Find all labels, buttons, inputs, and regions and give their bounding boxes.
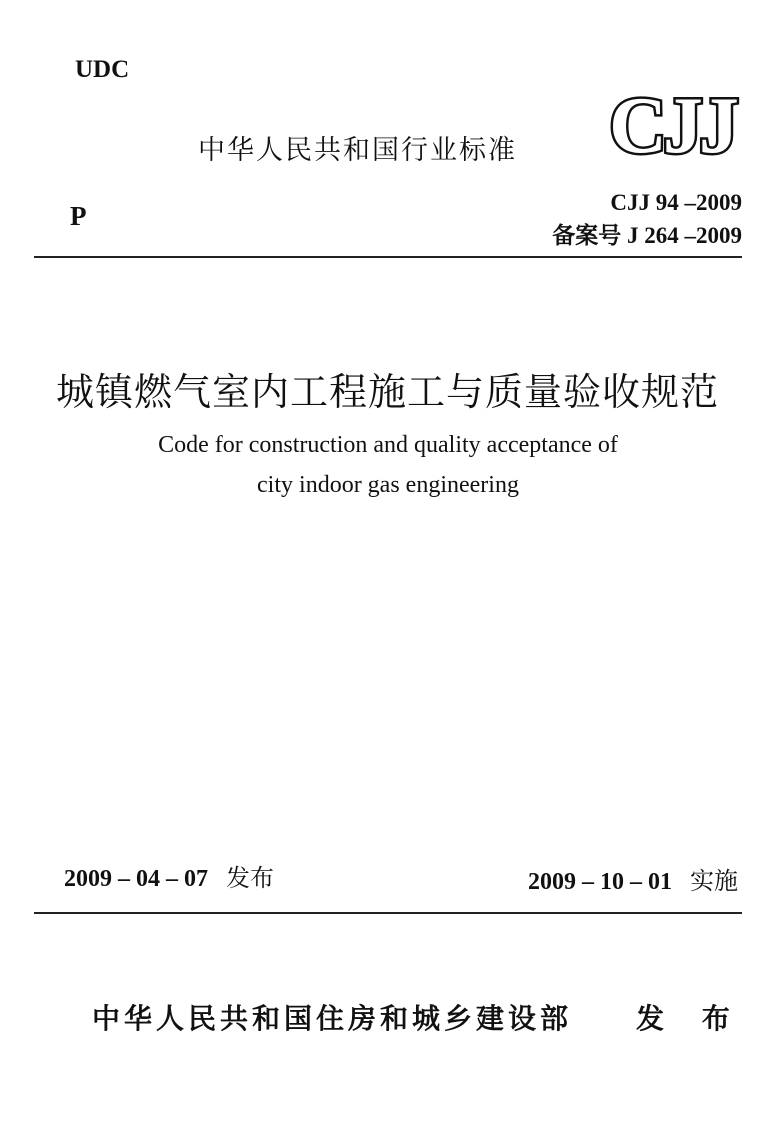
cjj-logo	[600, 86, 745, 160]
issue-date: 2009 – 04 – 07	[64, 866, 208, 892]
implement-date-block	[528, 861, 738, 896]
standard-code: CJJ 94 –2009	[610, 190, 742, 215]
bottom-divider	[34, 912, 742, 914]
issue-date-block	[64, 858, 274, 893]
implement-label: 实施	[690, 867, 738, 895]
top-divider	[34, 256, 742, 258]
title-english-line1: Code for construction and quality acceptance of	[158, 432, 618, 458]
category-letter: P	[70, 201, 87, 231]
implement-date: 2009 – 10 – 01	[528, 869, 672, 895]
udc-label: UDC	[75, 56, 130, 83]
cjj-logo-text: CJJ	[609, 86, 735, 160]
title-chinese: 城镇燃气室内工程施工与质量验收规范	[56, 370, 720, 414]
ministry-name: 中华人民共和国住房和城乡建设部	[92, 1002, 573, 1035]
title-english-line2: city indoor gas engineering	[257, 472, 519, 498]
issue-label: 发布	[226, 864, 274, 892]
publish-label: 发 布	[636, 1002, 744, 1035]
record-number: 备案号 J 264 –2009	[552, 223, 742, 248]
industry-standard-heading: 中华人民共和国行业标准	[198, 135, 517, 166]
